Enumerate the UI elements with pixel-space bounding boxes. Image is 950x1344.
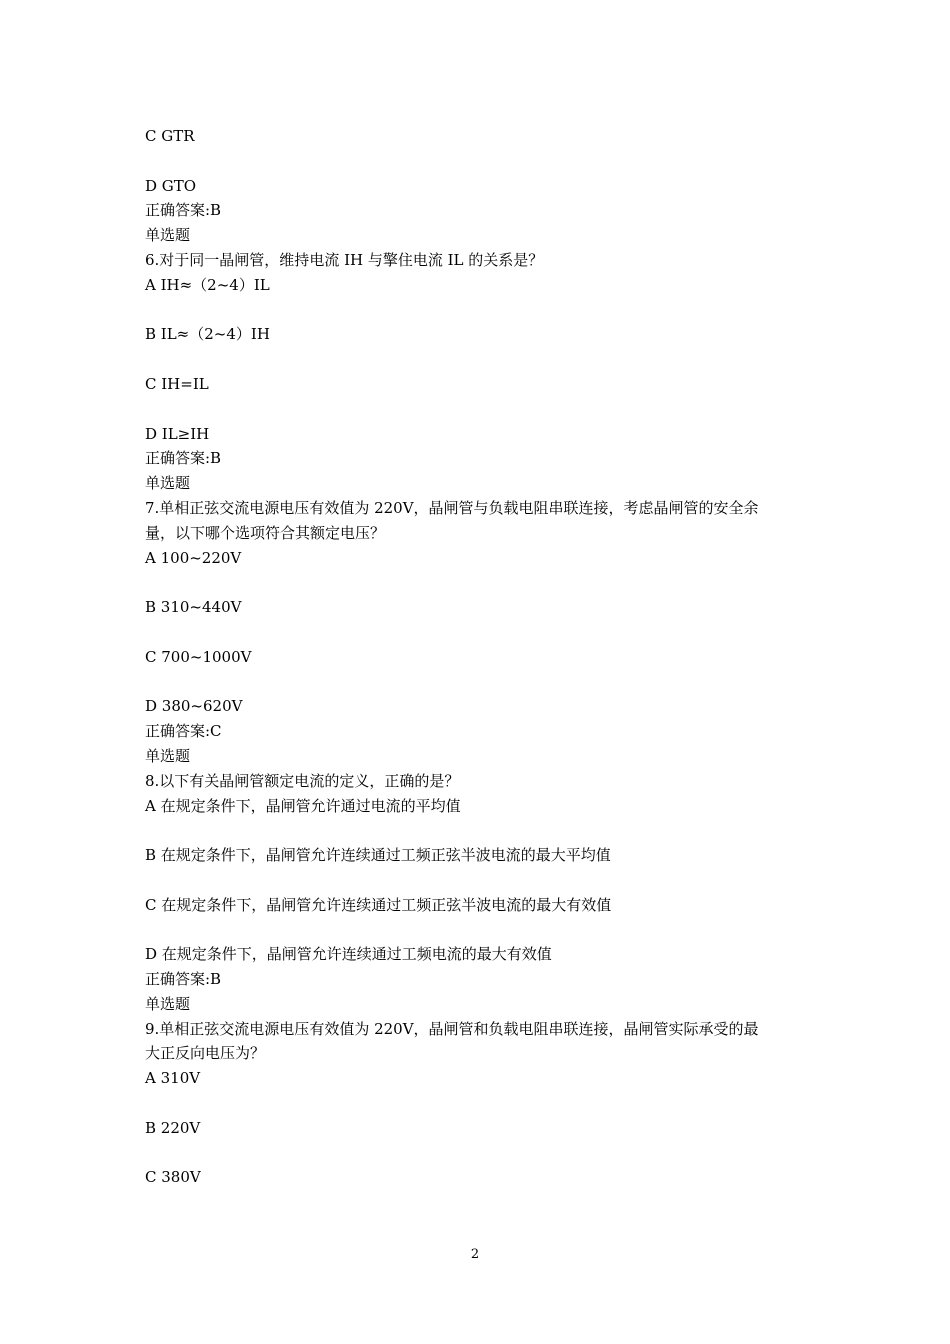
- q5-option-c: C GTR: [145, 127, 195, 145]
- q9-option-b: B 220V: [145, 1118, 201, 1137]
- q8-type: 单选题: [145, 746, 191, 765]
- q7-question-line2: 量，以下哪个选项符合其额定电压？: [145, 523, 386, 542]
- page-content: [145, 124, 815, 1190]
- q5-answer: 正确答案:B: [145, 201, 222, 220]
- blank-line: [145, 570, 815, 595]
- q9-question-line1: 9.单相正弦交流电源电压有效值为 220V，晶闸管和负载电阻串联连接，晶闸管实际承受的最: [145, 1019, 759, 1038]
- blank-line: [145, 1091, 815, 1116]
- q7-question-line1: 7.单相正弦交流电源电压有效值为 220V，晶闸管与负载电阻串联连接，考虑晶闸管的安全余: [145, 498, 759, 517]
- q9-type: 单选题: [145, 994, 191, 1013]
- q6-option-d: D IL≥IH: [145, 424, 210, 443]
- blank-line: [145, 149, 815, 174]
- q9-question-line2: 大正反向电压为？: [145, 1044, 266, 1063]
- blank-line: [145, 918, 815, 943]
- q8-option-c: C 在规定条件下，晶闸管允许连续通过工频正弦半波电流的最大有效值: [145, 895, 612, 914]
- q7-option-c: C 700~1000V: [145, 647, 252, 666]
- blank-line: [145, 347, 815, 372]
- q7-type: 单选题: [145, 474, 191, 493]
- q9-option-a: A 310V: [145, 1069, 201, 1088]
- q6-option-b: B IL≈（2~4）IH: [145, 325, 270, 344]
- q5-option-d: D GTO: [145, 176, 197, 195]
- q6-answer: 正确答案:B: [145, 449, 222, 468]
- q8-option-b: B 在规定条件下，晶闸管允许连续通过工频正弦半波电流的最大平均值: [145, 846, 611, 865]
- q7-answer: 正确答案:C: [145, 722, 222, 741]
- blank-line: [145, 397, 815, 422]
- page-number: 2: [470, 1247, 480, 1262]
- blank-line: [145, 620, 815, 645]
- q6-option-c: C IH=IL: [145, 374, 209, 393]
- q7-option-d: D 380~620V: [145, 697, 243, 716]
- q8-option-d: D 在规定条件下，晶闸管允许连续通过工频电流的最大有效值: [145, 945, 552, 964]
- blank-line: [145, 818, 815, 843]
- blank-line: [145, 298, 815, 323]
- q8-option-a: A 在规定条件下，晶闸管允许通过电流的平均值: [145, 796, 461, 815]
- q6-type: 单选题: [145, 226, 191, 245]
- q8-answer: 正确答案:B: [145, 970, 222, 989]
- q7-option-a: A 100~220V: [145, 548, 242, 567]
- q9-option-c: C 380V: [145, 1168, 201, 1187]
- q8-question: 8.以下有关晶闸管额定电流的定义，正确的是？: [145, 771, 460, 790]
- blank-line: [145, 868, 815, 893]
- blank-line: [145, 1141, 815, 1166]
- q6-question: 6.对于同一晶闸管，维持电流 IH 与擎住电流 IL 的关系是？: [145, 250, 544, 269]
- q7-option-b: B 310~440V: [145, 598, 242, 617]
- q6-option-a: A IH≈（2~4）IL: [145, 275, 270, 294]
- blank-line: [145, 670, 815, 695]
